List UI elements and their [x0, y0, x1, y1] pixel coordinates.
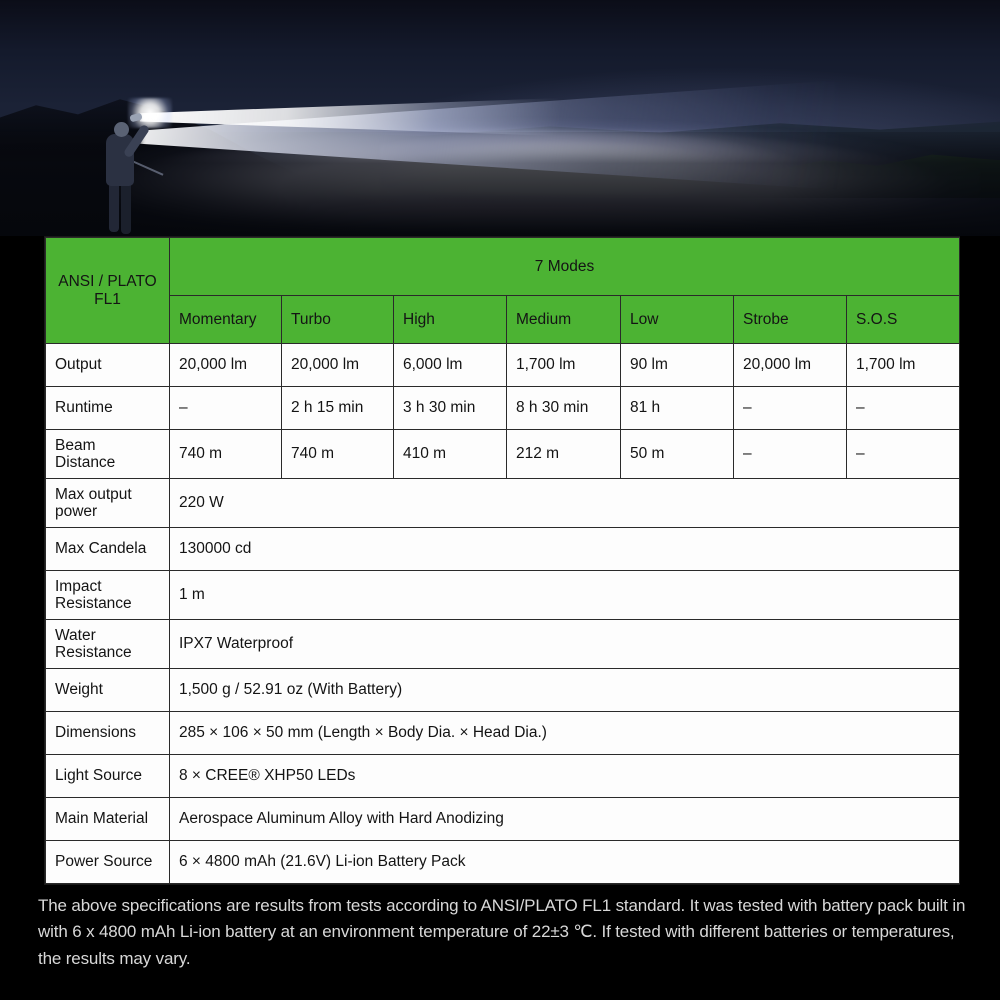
row-label-impact-resistance-line2: Resistance [55, 595, 132, 612]
cell-power-source-value: 6 × 4800 mAh (21.6V) Li-ion Battery Pack [170, 841, 960, 884]
row-label-max-candela: Max Candela [46, 528, 170, 571]
cell-output-high: 6,000 lm [394, 344, 507, 387]
row-label-max-output-power-line2: power [55, 503, 98, 520]
specifications-table [45, 237, 960, 884]
table-header-row-modes-title [46, 238, 960, 296]
table-row-water-resistance [46, 620, 960, 669]
row-label-dimensions: Dimensions [46, 712, 170, 755]
table-row-light-source [46, 755, 960, 798]
cell-beam-turbo: 740 m [282, 430, 394, 479]
row-label-runtime: Runtime [46, 387, 170, 430]
cell-impact-resistance-value: 1 m [170, 571, 960, 620]
cell-dimensions-value: 285 × 106 × 50 mm (Length × Body Dia. × Head Dia.) [170, 712, 960, 755]
cell-runtime-medium: 8 h 30 min [507, 387, 621, 430]
row-label-light-source: Light Source [46, 755, 170, 798]
cell-weight-value: 1,500 g / 52.91 oz (With Battery) [170, 669, 960, 712]
cell-max-output-power-value: 220 W [170, 479, 960, 528]
ansi-plato-label-line1: ANSI / PLATO [58, 273, 157, 291]
cell-beam-sos: – [847, 430, 960, 479]
cell-main-material-value: Aerospace Aluminum Alloy with Hard Anodizing [170, 798, 960, 841]
cell-beam-low: 50 m [621, 430, 734, 479]
row-label-water-resistance [46, 620, 170, 669]
cell-beam-strobe: – [734, 430, 847, 479]
table-row-main-material [46, 798, 960, 841]
modes-title-cell: 7 Modes [170, 238, 960, 296]
person-leg-right [121, 182, 131, 234]
row-label-main-material: Main Material [46, 798, 170, 841]
person-leg-left [109, 182, 119, 232]
column-header-medium: Medium [507, 296, 621, 344]
cell-runtime-low: 81 h [621, 387, 734, 430]
cell-output-momentary: 20,000 lm [170, 344, 282, 387]
row-label-beam-distance-line2: Distance [55, 454, 116, 471]
row-label-output: Output [46, 344, 170, 387]
row-label-water-resistance-line2: Resistance [55, 644, 132, 661]
table-row-power-source [46, 841, 960, 884]
cell-beam-momentary: 740 m [170, 430, 282, 479]
cell-output-sos: 1,700 lm [847, 344, 960, 387]
column-header-high: High [394, 296, 507, 344]
row-label-beam-distance [46, 430, 170, 479]
cell-light-source-value: 8 × CREE® XHP50 LEDs [170, 755, 960, 798]
row-label-water-resistance-line1: Water [55, 626, 96, 644]
column-header-low: Low [621, 296, 734, 344]
cell-output-turbo: 20,000 lm [282, 344, 394, 387]
column-header-momentary: Momentary [170, 296, 282, 344]
cell-max-candela-value: 130000 cd [170, 528, 960, 571]
table-row-dimensions [46, 712, 960, 755]
cell-water-resistance-value: IPX7 Waterproof [170, 620, 960, 669]
table-row-output [46, 344, 960, 387]
row-label-impact-resistance-line1: Impact [55, 577, 102, 595]
row-label-power-source: Power Source [46, 841, 170, 884]
person-silhouette [96, 100, 146, 236]
ansi-plato-label-line2: FL1 [94, 290, 121, 308]
table-row-runtime [46, 387, 960, 430]
cell-output-strobe: 20,000 lm [734, 344, 847, 387]
table-row-impact-resistance [46, 571, 960, 620]
cell-beam-medium: 212 m [507, 430, 621, 479]
cell-beam-high: 410 m [394, 430, 507, 479]
table-row-max-candela [46, 528, 960, 571]
column-header-strobe: Strobe [734, 296, 847, 344]
column-header-sos: S.O.S [847, 296, 960, 344]
cell-output-medium: 1,700 lm [507, 344, 621, 387]
cell-runtime-strobe: – [734, 387, 847, 430]
specifications-table-container [44, 236, 960, 885]
row-label-max-output-power [46, 479, 170, 528]
hero-photo [0, 0, 1000, 236]
row-label-impact-resistance [46, 571, 170, 620]
specifications-footnote: The above specifications are results from tests according to ANSI/PLATO FL1 standard. It was tested with battery pack built in with 6 x 4800 mAh Li-ion battery at an environment temperature of 22±3 ℃. If tested with different batteries or temperatures, the results may vary. [38, 896, 966, 968]
cell-runtime-turbo: 2 h 15 min [282, 387, 394, 430]
row-label-max-output-power-line1: Max output [55, 485, 132, 503]
row-label-beam-distance-line1: Beam [55, 436, 96, 454]
cell-runtime-sos: – [847, 387, 960, 430]
column-header-turbo: Turbo [282, 296, 394, 344]
row-label-weight: Weight [46, 669, 170, 712]
table-header-row-mode-names [46, 296, 960, 344]
person-hand-flashlight [129, 113, 142, 123]
ansi-plato-fl1-corner [46, 238, 170, 344]
cell-runtime-high: 3 h 30 min [394, 387, 507, 430]
cell-runtime-momentary: – [170, 387, 282, 430]
cell-output-low: 90 lm [621, 344, 734, 387]
person-head [114, 122, 129, 137]
table-row-weight [46, 669, 960, 712]
table-row-beam-distance [46, 430, 960, 479]
table-row-max-output-power [46, 479, 960, 528]
